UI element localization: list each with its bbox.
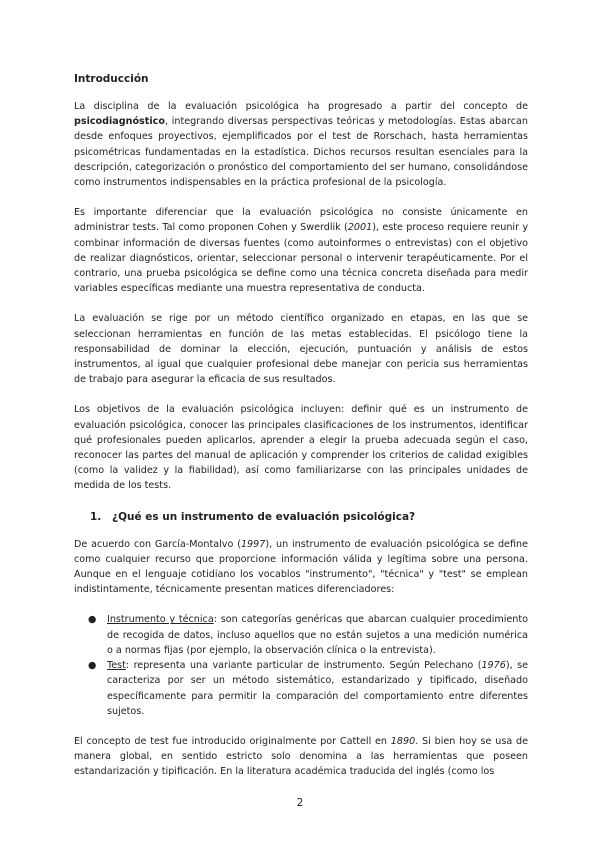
section-1-heading	[74, 509, 528, 525]
paragraph-1	[74, 99, 528, 190]
list-text-end: ), se caracteriza por ser un método sistemático, estandarizado y tipificado, diseñado específicamente para permitir la comparación del comportamiento entre diferentes sujetos.	[107, 660, 528, 717]
page-number: 2	[296, 797, 304, 809]
p5-year: 1997	[240, 538, 266, 550]
list-term: Instrumento y técnica	[107, 614, 214, 626]
bullet-icon: ●	[88, 660, 97, 672]
paragraph-2	[74, 205, 528, 296]
definitions-list	[74, 612, 528, 718]
paragraph-4: Los objetivos de la evaluación psicológica incluyen: definir qué es un instrumento de evaluación psicológica, conocer las principales clasificaciones de los instrumentos, identificar qué profesionales pueden aplicarlos, aprender a elegir la prueba adecuada según el caso, reconocer las partes del manual de aplicación y comprender los criterios de calidad exigibles (como la validez y la fiabilidad), así como familiarizarse con las principales unidades de medida de los tests.	[74, 404, 528, 492]
list-text: : representa una variante particular de instrumento. Según Pelechano (	[125, 660, 482, 672]
paragraph-5	[74, 537, 528, 598]
paragraph-6	[74, 734, 528, 780]
bullet-icon: ●	[88, 614, 97, 626]
p2-text-end: ), este proceso requiere reunir y combinar información de diversas fuentes (como autoinformes o entrevistas) con el objetivo de realizar diagnósticos, orientar, seleccionar personal o intervenir terapéuticamente. Por el contrario, una prueba psicológica se define como una técnica concreta diseñada para medir variables específicas mediante una muestra representativa de conducta.	[74, 222, 529, 295]
p5-text-end: ), un instrumento de evaluación psicológica se define como cualquier recurso que proporcione información válida y legítima sobre una persona. Aunque en el lenguaje cotidiano los vocablos "instrumento", "técnica" y "test" se emplean indistintamente, técnicamente presentan matices diferenciadores:	[74, 538, 528, 596]
p2-year: 2001	[347, 222, 373, 234]
intro-heading: Introducción	[74, 73, 149, 85]
section-number: 1.	[90, 510, 102, 523]
list-year: 1976	[481, 660, 506, 672]
document-body	[74, 72, 528, 795]
p1-bold-term: psicodiagnóstico	[74, 116, 165, 128]
section-title: ¿Qué es un instrumento de evaluación psicológica?	[112, 510, 416, 523]
p1-text: La disciplina de la evaluación psicológica ha progresado a partir del concepto de	[74, 101, 528, 112]
p2-text: Es importante diferenciar que la evaluación psicológica no consiste únicamente en administrar tests. Tal como proponen Cohen y Swerdlik (	[74, 207, 528, 234]
paragraph-3: La evaluación se rige por un método científico organizado en etapas, en las que se seleccionan herramientas en función de las metas establecidas. El psicólogo tiene la responsabilidad de dominar la elección, ejecución, puntuación y análisis de estos instrumentos, al igual que cualquier profesional debe manejar con pericia sus herramientas de trabajo para asegurar la eficacia de sus resultados.	[74, 313, 528, 386]
p5-text: De acuerdo con García-Montalvo (	[74, 538, 241, 550]
list-text: : son categorías genéricas que abarcan cualquier procedimiento de recogida de datos, incluso aquellos que no están sujetos a una medición numérica o a normas fijas (por ejemplo, la observación clínica o la entrevista).	[107, 614, 528, 656]
p1-text-end: , integrando diversas perspectivas teóricas y metodologías. Estas abarcan desde enfoques proyectivos, ejemplificados por el test de Rorschach, hasta herramientas psicométricas fundamentadas en la estadística. Dichos recursos resultan esenciales para la descripción, categorización o pronóstico del comportamiento del ser humano, consolidándose como instrumentos indispensables en la práctica profesional de la psicología.	[74, 116, 528, 189]
p6-year: 1890	[390, 735, 416, 747]
p6-text: El concepto de test fue introducido originalmente por Cattell en	[74, 735, 391, 747]
p6-text-end: . Si bien hoy se usa de manera global, en sentido estricto solo denomina a las herramientas que poseen estandarización y tipificación. En la literatura académica traducida del inglés (como los	[74, 735, 528, 778]
list-item	[74, 658, 528, 719]
list-item	[74, 612, 528, 658]
list-term: Test	[107, 660, 126, 672]
